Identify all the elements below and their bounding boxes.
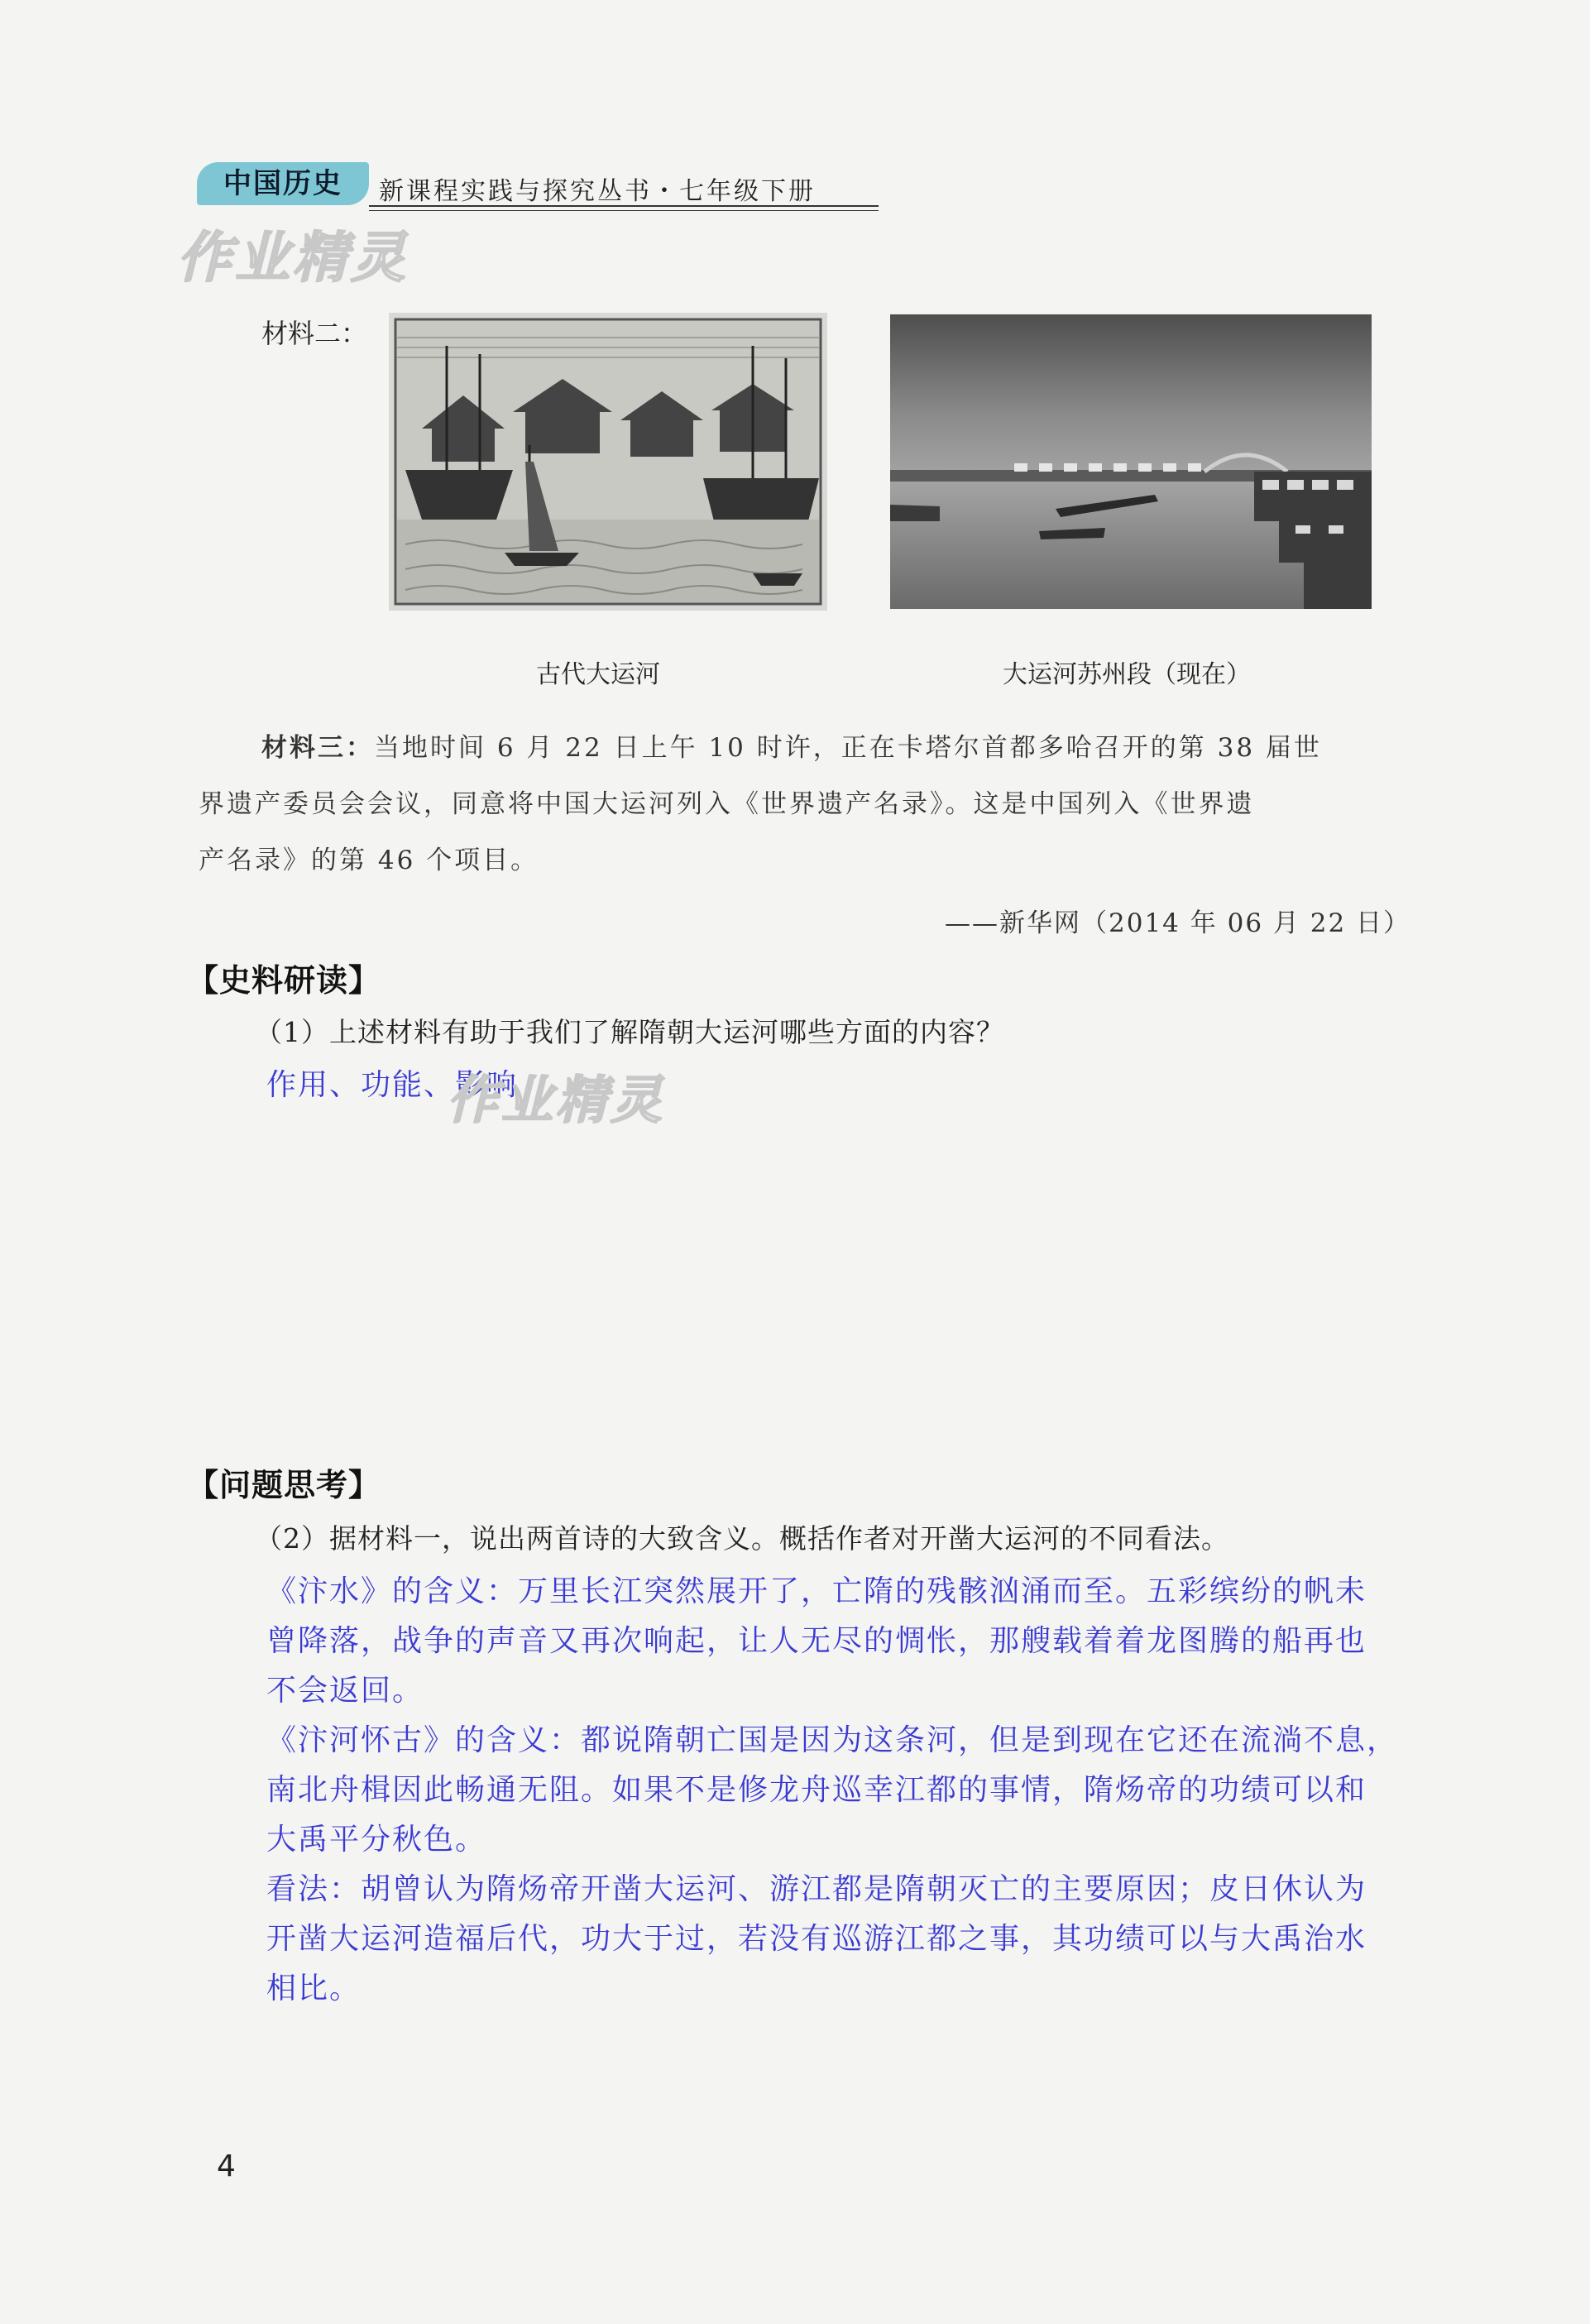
suzhou-canal-photograph — [890, 314, 1372, 609]
caption-suzhou-canal: 大运河苏州段（现在） — [1003, 660, 1251, 689]
answer-2-line-1: 《汴水》的含义：万里长江突然展开了，亡隋的残骸汹涌而至。五彩缤纷的帆未 — [266, 1574, 1367, 1608]
header-divider — [369, 205, 879, 207]
section-title-reading: 【史料研读】 — [187, 962, 381, 999]
material-three-line-1 — [261, 720, 1322, 776]
answer-2-line-2: 曾降落，战争的声音又再次响起，让人无尽的惆怅，那艘载着着龙图腾的船再也 — [266, 1624, 1367, 1658]
answer-2-line-9: 相比。 — [266, 1972, 362, 2005]
material-three-line-2: 界遗产委员会会议，同意将中国大运河列入《世界遗产名录》。这是中国列入《世界遗 — [199, 789, 1255, 819]
answer-2-line-6: 大禹平分秋色。 — [266, 1823, 487, 1857]
answer-2-line-5: 南北舟楫因此畅通无阻。如果不是修龙舟巡幸江都的事情，隋炀帝的功绩可以和 — [266, 1773, 1367, 1807]
material-two-label: 材料二： — [261, 318, 368, 349]
section-title-thinking: 【问题思考】 — [187, 1467, 381, 1503]
book-series-title: 新课程实践与探究丛书・七年级下册 — [379, 177, 816, 206]
subject-badge: 中国历史 — [197, 162, 369, 205]
answer-1: 作用、功能、影响 — [266, 1068, 519, 1102]
answer-2-line-7: 看法：胡曾认为隋炀帝开凿大运河、游江都是隋朝灭亡的主要原因；皮日休认为 — [266, 1872, 1367, 1906]
material-three-line-3: 产名录》的第 46 个项目。 — [199, 846, 539, 875]
answer-2-line-3: 不会返回。 — [266, 1674, 424, 1708]
ancient-canal-illustration — [389, 313, 827, 611]
page-number: 4 — [217, 2149, 236, 2183]
question-1: （1）上述材料有助于我们了解隋朝大运河哪些方面的内容？ — [255, 1016, 1004, 1048]
question-2: （2）据材料一，说出两首诗的大致含义。概括作者对开凿大运河的不同看法。 — [255, 1522, 1229, 1555]
header-divider-thin — [369, 210, 879, 211]
modern-suzhou-canal-photo — [890, 314, 1372, 609]
answer-2-line-8: 开凿大运河造福后代，功大于过，若没有巡游江都之事，其功绩可以与大禹治水 — [266, 1922, 1367, 1956]
caption-ancient-canal: 古代大运河 — [536, 660, 660, 689]
material-three-label: 材料三： — [261, 733, 374, 763]
ancient-canal-image — [389, 313, 827, 611]
answer-2-line-4: 《汴河怀古》的含义：都说隋朝亡国是因为这条河，但是到现在它还在流淌不息， — [266, 1723, 1399, 1757]
watermark-logo: 作业精灵 — [177, 226, 409, 290]
watermark-logo-answer: 作业精灵 — [447, 1070, 666, 1130]
material-three-text-1: 当地时间 6 月 22 日上午 10 时许，正在卡塔尔首都多哈召开的第 38 届世 — [374, 733, 1322, 763]
material-three-source: ——新华网（2014 年 06 月 22 日） — [945, 908, 1411, 938]
